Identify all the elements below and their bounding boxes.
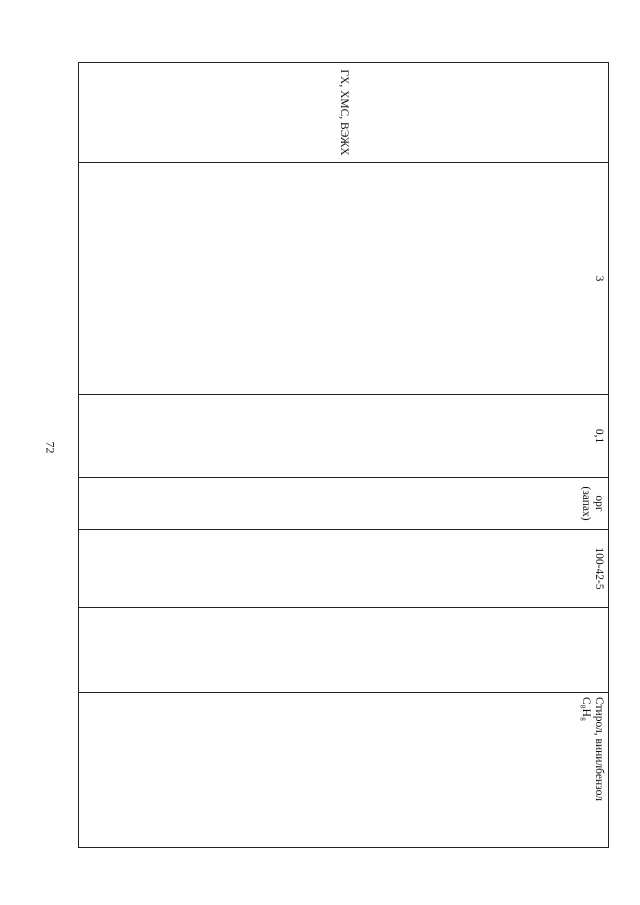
substances-table bbox=[78, 62, 609, 848]
table-container bbox=[78, 62, 609, 847]
table-row bbox=[79, 63, 609, 848]
empty-cell bbox=[79, 608, 609, 693]
rotated-table-frame bbox=[78, 62, 609, 847]
page-number: 72 bbox=[43, 441, 58, 454]
lpv-cell: орг (запах) bbox=[79, 478, 609, 530]
substance-cell: Стирол, винилбензол C₈H₈ bbox=[79, 693, 609, 848]
cas-cell: 100-42-5 bbox=[79, 530, 609, 608]
method-cell: ГХ, ХМС, ВЭЖХ bbox=[79, 63, 609, 163]
value-cell: 0,1 bbox=[79, 395, 609, 478]
hazard-cell: 3 bbox=[79, 163, 609, 395]
